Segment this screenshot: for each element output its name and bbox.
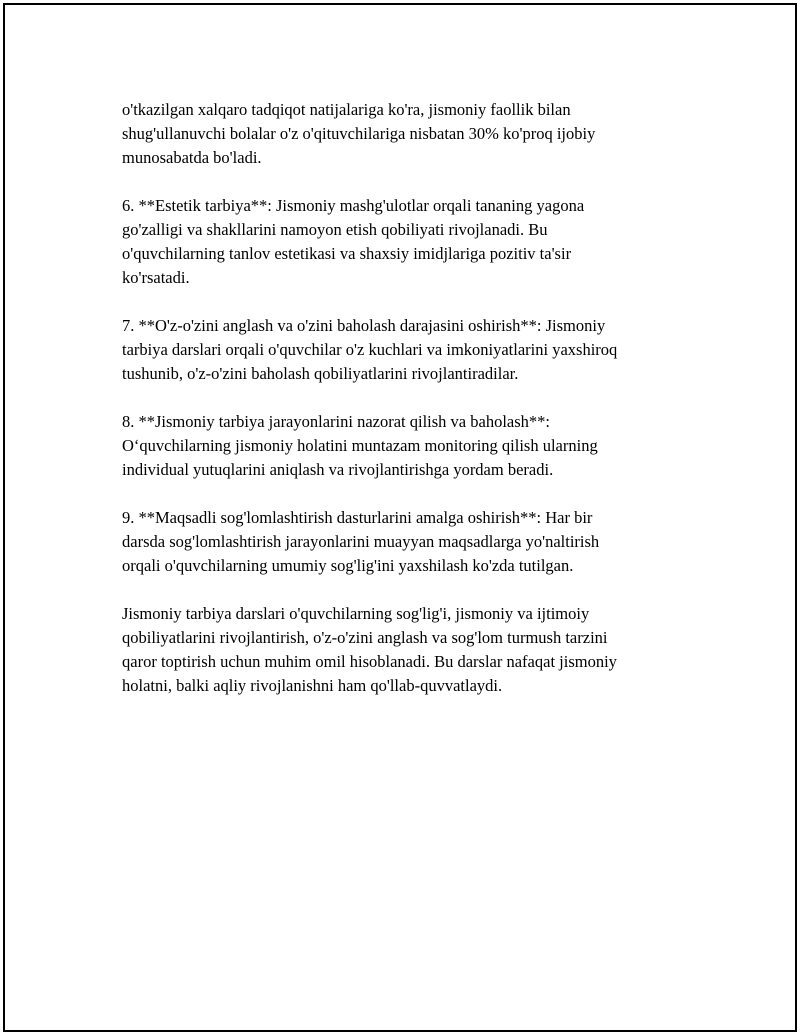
text-line: O‘quvchilarning jismoniy holatini muntazam monitoring qilish ularning [122, 436, 598, 455]
paragraph-item-8-monitoring [122, 410, 692, 482]
text-line: tarbiya darslari orqali o'quvchilar o'z kuchlari va imkoniyatlarini yaxshiroq [122, 340, 618, 359]
text-line: 8. **Jismoniy tarbiya jarayonlarini nazorat qilish va baholash**: [122, 412, 550, 431]
text-line: orqali o'quvchilarning umumiy sog'lig'ini yaxshilash ko'zda tutilgan. [122, 556, 574, 575]
text-line: o'tkazilgan xalqaro tadqiqot natijalariga ko'ra, jismoniy faollik bilan [122, 100, 571, 119]
paragraph-conclusion [122, 602, 692, 698]
paragraph-item-6-aesthetic [122, 194, 692, 290]
text-line: individual yutuqlarini aniqlash va rivojlantirishga yordam beradi. [122, 460, 554, 479]
text-line: Jismoniy tarbiya darslari o'quvchilarning sog'lig'i, jismoniy va ijtimoiy [122, 604, 590, 623]
text-line: qaror toptirish uchun muhim omil hisoblanadi. Bu darslar nafaqat jismoniy [122, 652, 617, 671]
text-line: shug'ullanuvchi bolalar o'z o'qituvchilariga nisbatan 30% ko'proq ijobiy [122, 124, 596, 143]
paragraph-intro-continuation [122, 98, 692, 170]
paragraph-item-7-self-awareness [122, 314, 692, 386]
page-frame [3, 3, 797, 1032]
text-line: 9. **Maqsadli sog'lomlashtirish dasturlarini amalga oshirish**: Har bir [122, 508, 593, 527]
text-line: go'zalligi va shakllarini namoyon etish qobiliyati rivojlanadi. Bu [122, 220, 548, 239]
text-line: munosabatda bo'ladi. [122, 148, 262, 167]
text-line: 6. **Estetik tarbiya**: Jismoniy mashg'ulotlar orqali tananing yagona [122, 196, 585, 215]
text-line: darsda sog'lomlashtirish jarayonlarini muayyan maqsadlarga yo'naltirish [122, 532, 600, 551]
paragraph-item-9-health-programs [122, 506, 692, 578]
text-line: 7. **O'z-o'zini anglash va o'zini baholash darajasini oshirish**: Jismoniy [122, 316, 606, 335]
document-body [122, 98, 692, 722]
text-line: holatni, balki aqliy rivojlanishni ham qo'llab-quvvatlaydi. [122, 676, 503, 695]
text-line: qobiliyatlarini rivojlantirish, o'z-o'zini anglash va sog'lom turmush tarzini [122, 628, 608, 647]
text-line: ko'rsatadi. [122, 268, 190, 287]
text-line: tushunib, o'z-o'zini baholash qobiliyatlarini rivojlantiradilar. [122, 364, 519, 383]
text-line: o'quvchilarning tanlov estetikasi va shaxsiy imidjlariga pozitiv ta'sir [122, 244, 572, 263]
